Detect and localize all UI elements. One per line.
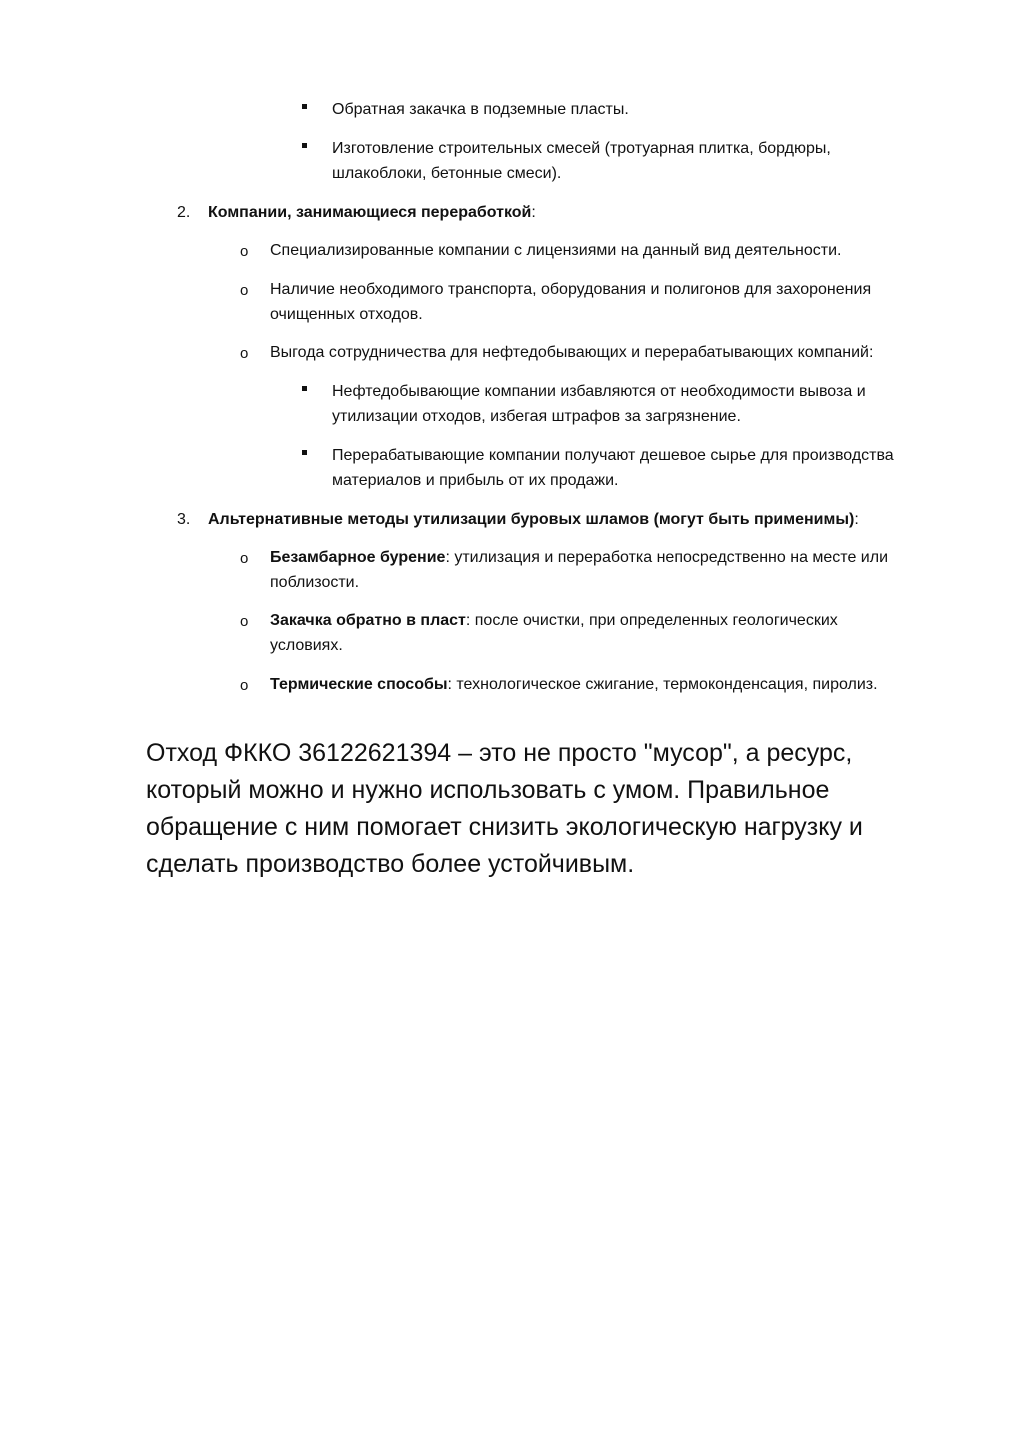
list-item-continuation	[270, 633, 343, 658]
square-bullet-icon	[302, 143, 307, 148]
list-item-term: Термические способы	[270, 676, 448, 693]
list-item-continuation	[332, 404, 741, 429]
list-item-continuation	[270, 302, 423, 327]
closing-paragraph	[146, 735, 906, 883]
list-item-text: : утилизация и переработка непосредственно на месте или	[445, 549, 889, 566]
list-number: 3.	[177, 511, 191, 528]
section-heading	[208, 200, 536, 225]
list-item-text: Обратная закачка в подземные пласты.	[332, 101, 629, 118]
list-item	[270, 238, 841, 263]
section-title: Компании, занимающиеся переработкой	[208, 204, 532, 221]
section-title: Альтернативные методы утилизации буровых шламов (могут быть применимы)	[208, 511, 855, 528]
list-item	[332, 379, 866, 404]
list-item-text: материалов и прибыль от их продажи.	[332, 472, 619, 489]
section-heading	[208, 507, 859, 532]
list-item-text: Специализированные компании с лицензиями на данный вид деятельности.	[270, 242, 842, 259]
circle-bullet-icon: o	[240, 550, 249, 567]
list-item	[332, 136, 831, 161]
section-title-suffix: :	[531, 204, 536, 221]
circle-bullet-icon: o	[240, 243, 249, 260]
list-item-text: : технологическое сжигание, термоконденсация, пиролиз.	[447, 676, 878, 693]
section-title-suffix: :	[854, 511, 859, 528]
list-item-text: очищенных отходов.	[270, 306, 423, 323]
circle-bullet-icon: o	[240, 345, 249, 362]
list-item	[270, 340, 873, 365]
circle-bullet-icon: o	[240, 677, 249, 694]
square-bullet-icon	[302, 386, 307, 391]
list-item-text: Наличие необходимого транспорта, оборудования и полигонов для захоронения	[270, 281, 872, 298]
list-item-text: утилизации отходов, избегая штрафов за загрязнение.	[332, 408, 741, 425]
list-item-text: шлакоблоки, бетонные смеси).	[332, 165, 562, 182]
square-bullet-icon	[302, 104, 307, 109]
list-item-text: Изготовление строительных смесей (тротуарная плитка, бордюры,	[332, 140, 831, 157]
list-number: 2.	[177, 204, 191, 221]
list-item	[332, 443, 894, 468]
list-item-continuation	[270, 570, 359, 595]
list-item	[270, 608, 838, 633]
paragraph-line: сделать производство более устойчивым.	[146, 850, 635, 878]
square-bullet-icon	[302, 450, 307, 455]
list-item-text: Нефтедобывающие компании избавляются от необходимости вывоза и	[332, 383, 866, 400]
list-item	[270, 672, 878, 697]
list-item-term: Закачка обратно в пласт	[270, 612, 466, 629]
list-item-continuation	[332, 161, 561, 186]
list-item-text: Перерабатывающие компании получают дешевое сырье для производства	[332, 447, 894, 464]
list-item-text: : после очистки, при определенных геологических	[465, 612, 838, 629]
circle-bullet-icon: o	[240, 613, 249, 630]
list-item-text: условиях.	[270, 637, 343, 654]
list-item	[270, 277, 871, 302]
paragraph-line: Отход ФККО 36122621394 – это не просто "мусор", а ресурс,	[146, 739, 853, 767]
list-item-text: Выгода сотрудничества для нефтедобывающих и перерабатывающих компаний:	[270, 344, 874, 361]
paragraph-line: обращение с ним помогает снизить экологическую нагрузку и	[146, 813, 863, 841]
list-item	[332, 97, 629, 122]
paragraph-line: который можно и нужно использовать с умом. Правильное	[146, 776, 830, 804]
list-item	[270, 545, 888, 570]
circle-bullet-icon: o	[240, 282, 249, 299]
list-item-continuation	[332, 468, 618, 493]
list-item-term: Безамбарное бурение	[270, 549, 446, 566]
list-item-text: поблизости.	[270, 574, 360, 591]
